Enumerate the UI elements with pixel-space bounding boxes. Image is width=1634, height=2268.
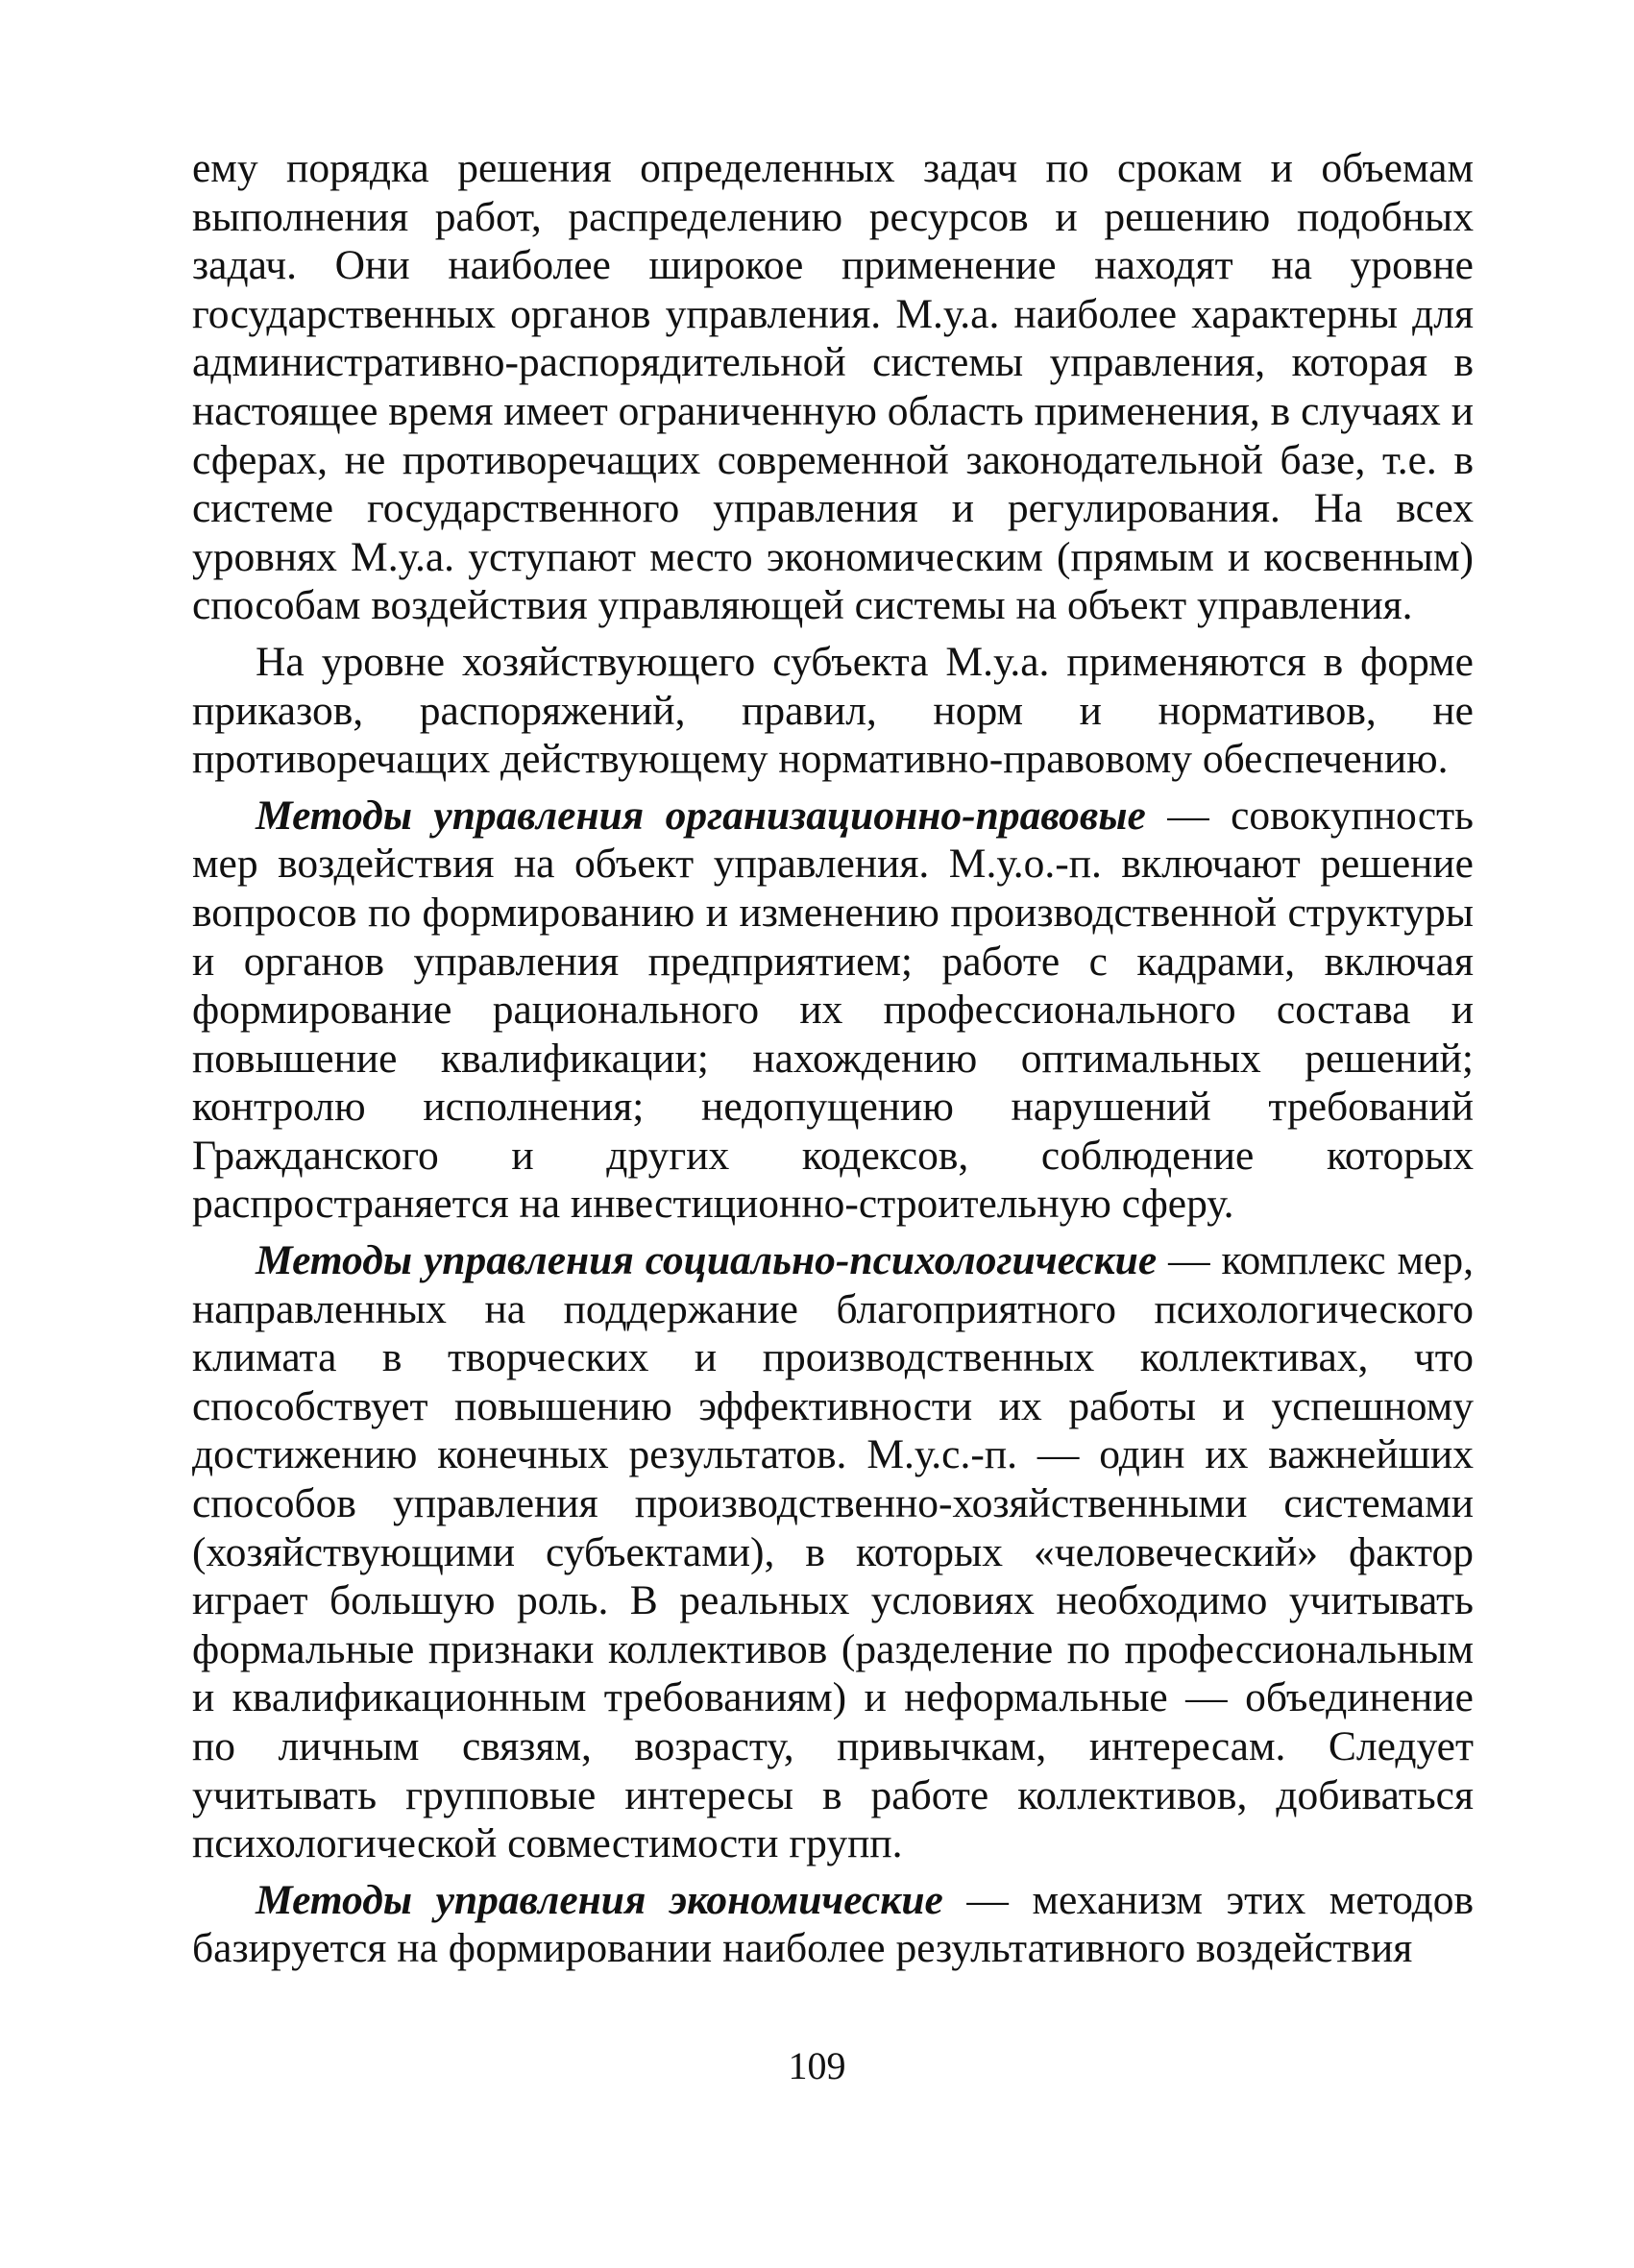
term-heading: Методы управления экономические [256, 1876, 943, 1923]
paragraph-text: ему порядка решения определенных задач по срокам и объемам выполнения работ, распределению ресурсов и решению подобных задач. Они наиболее широкое применение находят на уровне государственных органов управления. М.у.а. наиболее характерны для административно-распорядительной системы управления, которая в настоящее время имеет ограниченную область применения, в случаях и сферах, не противоречащих современной законодательной базе, т.е. в системе государственного управления и регулирования. На всех уровнях М.у.а. уступают место экономическим (прямым и косвенным) способам воздействия управляющей системы на объект управления. [192, 145, 1474, 629]
paragraph-economic-methods [192, 1876, 1474, 1973]
term-heading: Методы управления социально-психологические [256, 1237, 1158, 1284]
paragraph-business-entity-level [192, 638, 1474, 784]
paragraph-socio-psychological-methods [192, 1236, 1474, 1868]
paragraph-text: На уровне хозяйствующего субъекта М.у.а. применяются в форме приказов, распоряжений, правил, норм и нормативов, не противоречащих действующему нормативно-правовому обеспечению. [192, 638, 1474, 783]
paragraph-text: — комплекс мер, направленных на поддержание благоприятного психологического климата в творческих и производственных коллективах, что способствует повышению эффективности их работы и успешному достижению конечных результатов. М.у.с.-п. — один их важнейших способов управления производственно-хозяйственными системами (хозяйствующими субъектами), в которых «человеческий» фактор играет большую роль. В реальных условиях необходимо учитывать формальные признаки коллективов (разделение по профессиональным и квалификационным требованиям) и неформальные — объединение по личным связям, возрасту, привычкам, интересам. Следует учитывать групповые интересы в работе коллективов, добиваться психологической совместимости групп. [192, 1237, 1474, 1867]
paragraph-text: — механизм этих методов базируется на формировании наиболее результативного воздействия [192, 1876, 1474, 1972]
term-heading: Методы управления организационно-правовые [256, 792, 1146, 839]
page-number: 109 [788, 2044, 846, 2087]
paragraph-administrative-continuation [192, 144, 1474, 630]
paragraph-text: — совокупность мер воздействия на объект управления. М.у.о.-п. включают решение вопросов по формированию и изменению производственной структуры и органов управления предприятием; работе с кадрами, включая формирование рационального их профессионального состава и повышение квалификации; нахождению оптимальных решений; контролю исполнения; недопущению нарушений требований Гражданского и других кодексов, соблюдение которых распространяется на инвестиционно-строительную сферу. [192, 792, 1474, 1228]
paragraph-organizational-legal-methods [192, 792, 1474, 1229]
page-body [192, 144, 1474, 1973]
